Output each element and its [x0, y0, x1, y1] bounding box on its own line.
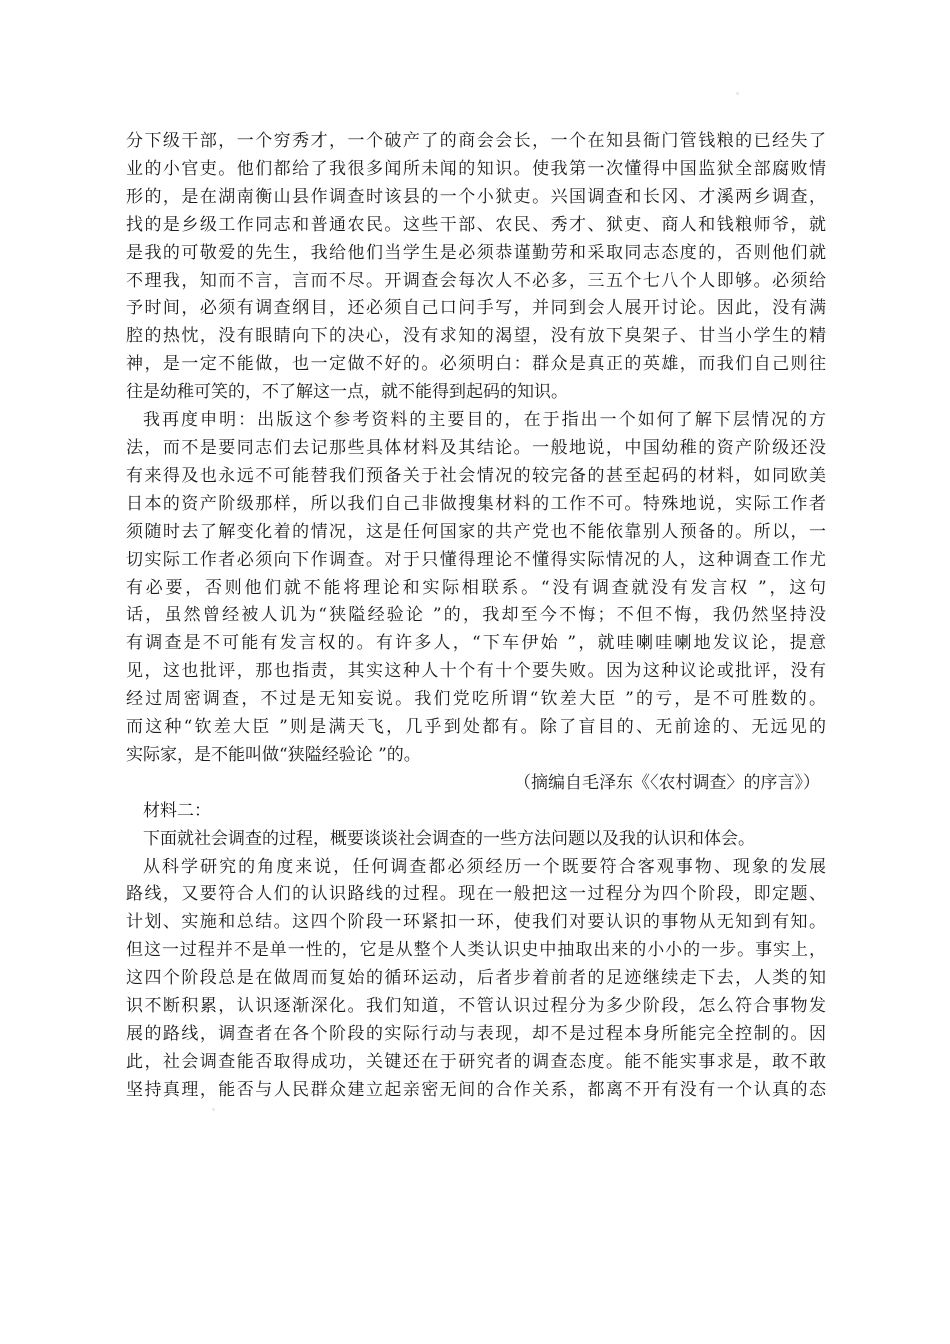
text-line: 是我的可敬爱的先生，我给他们当学生是必须恭谨勤劳和采取同志态度的，否则他们就	[126, 242, 826, 263]
text-line: 有调查是不可能有发言权的。有许多人，“下车伊始 ”，就哇喇哇喇地发议论，提意	[126, 633, 826, 654]
text-line: 业的小官吏。他们都给了我很多闻所未闻的知识。使我第一次懂得中国监狱全部腐败情	[126, 158, 826, 179]
scan-speck	[736, 92, 739, 95]
scan-speck	[212, 1108, 215, 1111]
text-line: 见，这也批评，那也指责，其实这种人十个有十个要失败。因为这种议论或批评，没有	[126, 661, 826, 682]
text-line: 有来得及也永远不可能替我们预备关于社会情况的较完备的甚至起码的材料，如同欧美	[126, 465, 826, 486]
text-line: 这四个阶段总是在做周而复始的循环运动，后者步着前者的足迹继续走下去，人类的知	[126, 968, 826, 989]
text-line: 我再度申明：出版这个参考资料的主要目的，在于指出一个如何了解下层情况的方	[143, 410, 826, 431]
text-line: 须随时去了解变化着的情况，这是任何国家的共产党也不能依靠别人预备的。所以，一	[126, 521, 826, 542]
text-line: 有必要，否则他们就不能将理论和实际相联系。“没有调查就没有发言权 ”，这句	[126, 577, 826, 598]
text-line: 坚持真理，能否与人民群众建立起亲密无间的合作关系，都离不开有没有一个认真的态	[126, 1079, 826, 1100]
text-line: 不理我，知而不言，言而不尽。开调查会每次人不必多，三五个七八个人即够。必须给	[126, 270, 826, 291]
paragraph-3	[126, 854, 826, 1105]
material-2-intro: 下面就社会调查的过程，概要谈谈社会调查的一些方法问题以及我的认识和体会。	[143, 828, 755, 849]
text-line: 找的是乡级工作同志和普通农民。这些干部、农民、秀才、狱吏、商人和钱粮师爷，就	[126, 214, 826, 235]
text-line: 经过周密调查，不过是无知妄说。我们党吃所谓“钦差大臣 ”的亏，是不可胜数的。	[126, 689, 826, 710]
text-line: 法，而不是要同志们去记那些具体材料及其结论。一般地说，中国幼稚的资产阶级还没	[126, 437, 826, 458]
text-line: 路线，又要符合人们的认识路线的过程。现在一般把这一过程分为四个阶段，即定题、	[126, 884, 826, 905]
text-line: 但这一过程并不是单一性的，它是从整个人类认识史中抽取出来的小小的一步。事实上，	[126, 940, 826, 961]
text-line: 日本的资产阶级那样，所以我们自己非做搜集材料的工作不可。特殊地说，实际工作者	[126, 493, 826, 514]
text-line: 切实际工作者必须向下作调查。对于只懂得理论不懂得实际情况的人，这种调查工作尤	[126, 549, 826, 570]
text-line: 而这种“钦差大臣 ”则是满天飞，几乎到处都有。除了盲目的、无前途的、无远见的	[126, 717, 826, 738]
text-line: 从科学研究的角度来说，任何调查都必须经历一个既要符合客观事物、现象的发展	[143, 856, 826, 877]
text-line: 神，是一定不能做，也一定做不好的。必须明白：群众是真正的英雄，而我们自己则往	[126, 354, 826, 375]
text-line: 此，社会调查能否取得成功，关键还在于研究者的调查态度。能不能实事求是，敢不敢	[126, 1051, 826, 1072]
text-line: 形的，是在湖南衡山县作调查时该县的一个小狱吏。兴国调查和长冈、才溪两乡调查，	[126, 186, 826, 207]
text-line: 实际家，是不能叫做“狭隘经验论 ”的。	[126, 744, 421, 765]
text-line: 识不断积累，认识逐渐深化。我们知道，不管认识过程分为多少阶段，怎么符合事物发	[126, 996, 826, 1017]
text-line: 往是幼稚可笑的，不了解这一点，就不能得到起码的知识。	[126, 382, 568, 403]
text-line: 予时间，必须有调查纲目，还必须自己口问手写，并同到会人展开讨论。因此，没有满	[126, 298, 826, 319]
document-body	[126, 128, 826, 1105]
text-line: 话，虽然曾经被人讥为“狭隘经验论 ”的，我却至今不悔；不但不悔，我仍然坚持没	[126, 605, 826, 626]
paragraph-1	[126, 128, 826, 407]
text-line: 腔的热忱，没有眼睛向下的决心，没有求知的渴望，没有放下臭架子、甘当小学生的精	[126, 326, 826, 347]
material-2-label: 材料二：	[143, 800, 211, 821]
text-line: 分下级干部，一个穷秀才，一个破产了的商会会长，一个在知县衙门管钱粮的已经失了	[126, 131, 826, 151]
paragraph-2	[126, 407, 826, 770]
source-citation: （摘编自毛泽东《〈农村调查〉的序言》）	[514, 772, 820, 793]
text-line: 展的路线，调查者在各个阶段的实际行动与表现，却不是过程本身所能完全控制的。因	[126, 1024, 826, 1044]
text-line: 计划、实施和总结。这四个阶段一环紧扣一环，使我们对要认识的事物从无知到有知。	[126, 912, 826, 933]
